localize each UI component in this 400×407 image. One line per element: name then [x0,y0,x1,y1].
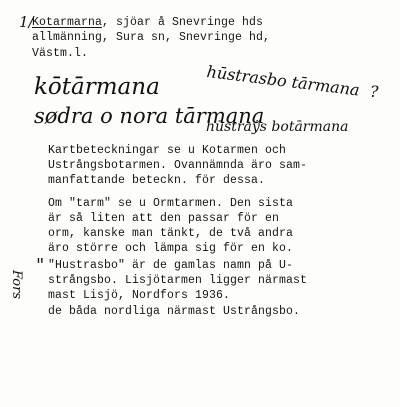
handwritten-form-4: hūstraẏs botārmana [206,119,349,135]
corner-mark: 1/ [19,13,34,31]
side-note: Fors [9,270,24,300]
body-line-11: de båda nordliga närmast Ustrångsbo. [48,305,301,318]
headword: Kotarmarna [32,16,103,29]
header-rest: , sjöar å Snevringe hds [102,16,264,29]
body-line-9: strångsbo. Lisjötarmen ligger närmast [48,274,308,287]
body-line-4: Om "tarm" se u Ormtarmen. Den sista [48,197,294,210]
body-line-5: är så liten att den passar för en [48,212,280,225]
handwritten-form-3: sødra o nora tārmana [34,104,265,128]
body-line-1: Kartbeteckningar se u Kotarmen och [48,144,287,157]
card-header-line-1 [32,17,263,29]
body-line-8: "Hustrasbo" är de gamlas namn på U- [48,259,294,272]
body-line-2: Ustrångsbotarmen. Ovannämnda äro sam- [48,159,308,172]
opening-quote-mark: " [36,255,45,276]
handwritten-form-1: kōtārmana [34,74,160,100]
body-line-10: mast Lisjö, Nordfors 1936. [48,289,231,302]
card-header-line-3: Västm.l. [32,47,89,60]
body-line-3: manfattande beteckn. för dessa. [48,174,266,187]
handwritten-form-2: hūstrasbo tārmana [205,62,361,100]
card-header-line-2: allmänning, Sura sn, Snevringe hd, [32,31,271,44]
body-line-6: orm, kanske man tänkt, de två andra [48,227,294,240]
handwritten-query: ? [370,82,379,101]
body-line-7: äro större och lämpa sig för en ko. [48,242,294,255]
